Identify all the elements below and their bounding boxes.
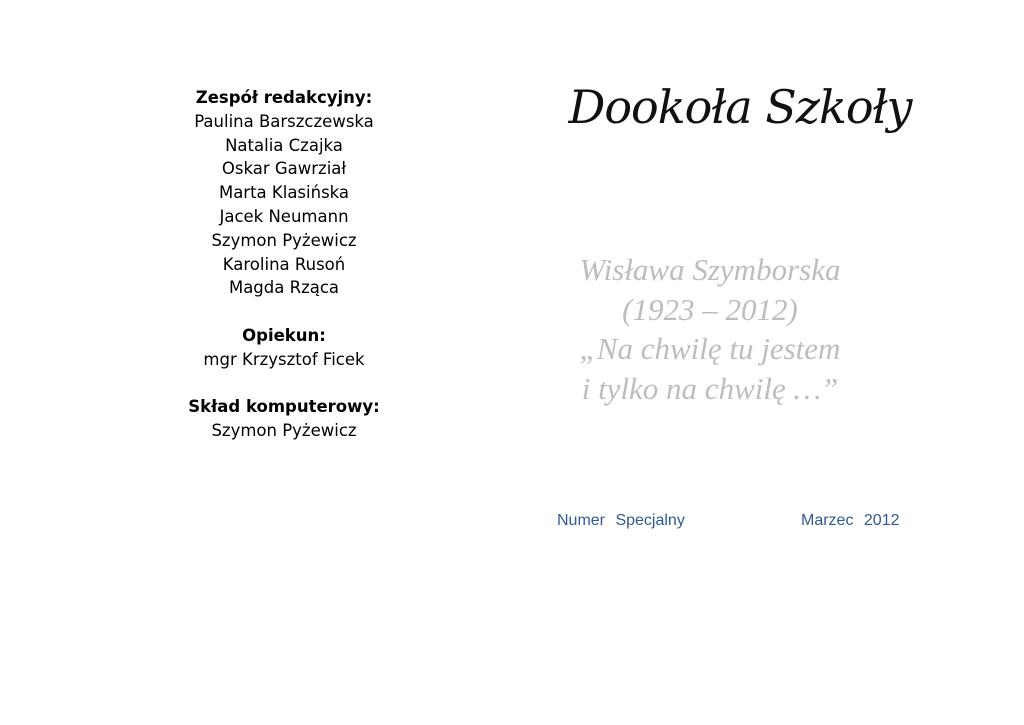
typesetting-heading: Skład komputerowy:	[188, 397, 380, 417]
spacer	[174, 372, 394, 396]
tribute-line: „Na chwilę tu jestem	[579, 331, 841, 366]
spacer	[174, 300, 394, 324]
editor-name: Natalia Czajka	[225, 135, 343, 155]
supervisor-name: mgr Krzysztof Ficek	[203, 349, 365, 369]
supervisor-heading: Opiekun:	[242, 325, 326, 345]
tribute-line: (1923 – 2012)	[622, 291, 798, 327]
tribute-line: Wisława Szymborska	[579, 252, 841, 287]
editor-name: Paulina Barszczewska	[194, 111, 374, 131]
editor-name: Jacek Neumann	[219, 206, 349, 226]
editor-name: Szymon Pyżewicz	[211, 230, 357, 250]
editor-name: Karolina Rusoń	[222, 254, 346, 274]
issue-date: Marzec 2012	[801, 512, 900, 529]
editor-name: Marta Klasińska	[218, 183, 350, 203]
typesetter-name: Szymon Pyżewicz	[211, 421, 357, 441]
credits-block	[174, 86, 394, 443]
editor-name: Oskar Gawrział	[221, 159, 347, 179]
tribute-block	[540, 250, 880, 408]
masthead-title: Dookoła Szkoły	[568, 80, 912, 134]
editorial-team-heading: Zespół redakcyjny:	[195, 88, 373, 107]
tribute-line: i tylko na chwilę …”	[581, 370, 839, 406]
issue-label: Numer Specjalny	[557, 512, 685, 529]
editor-name: Magda Rząca	[228, 278, 340, 298]
